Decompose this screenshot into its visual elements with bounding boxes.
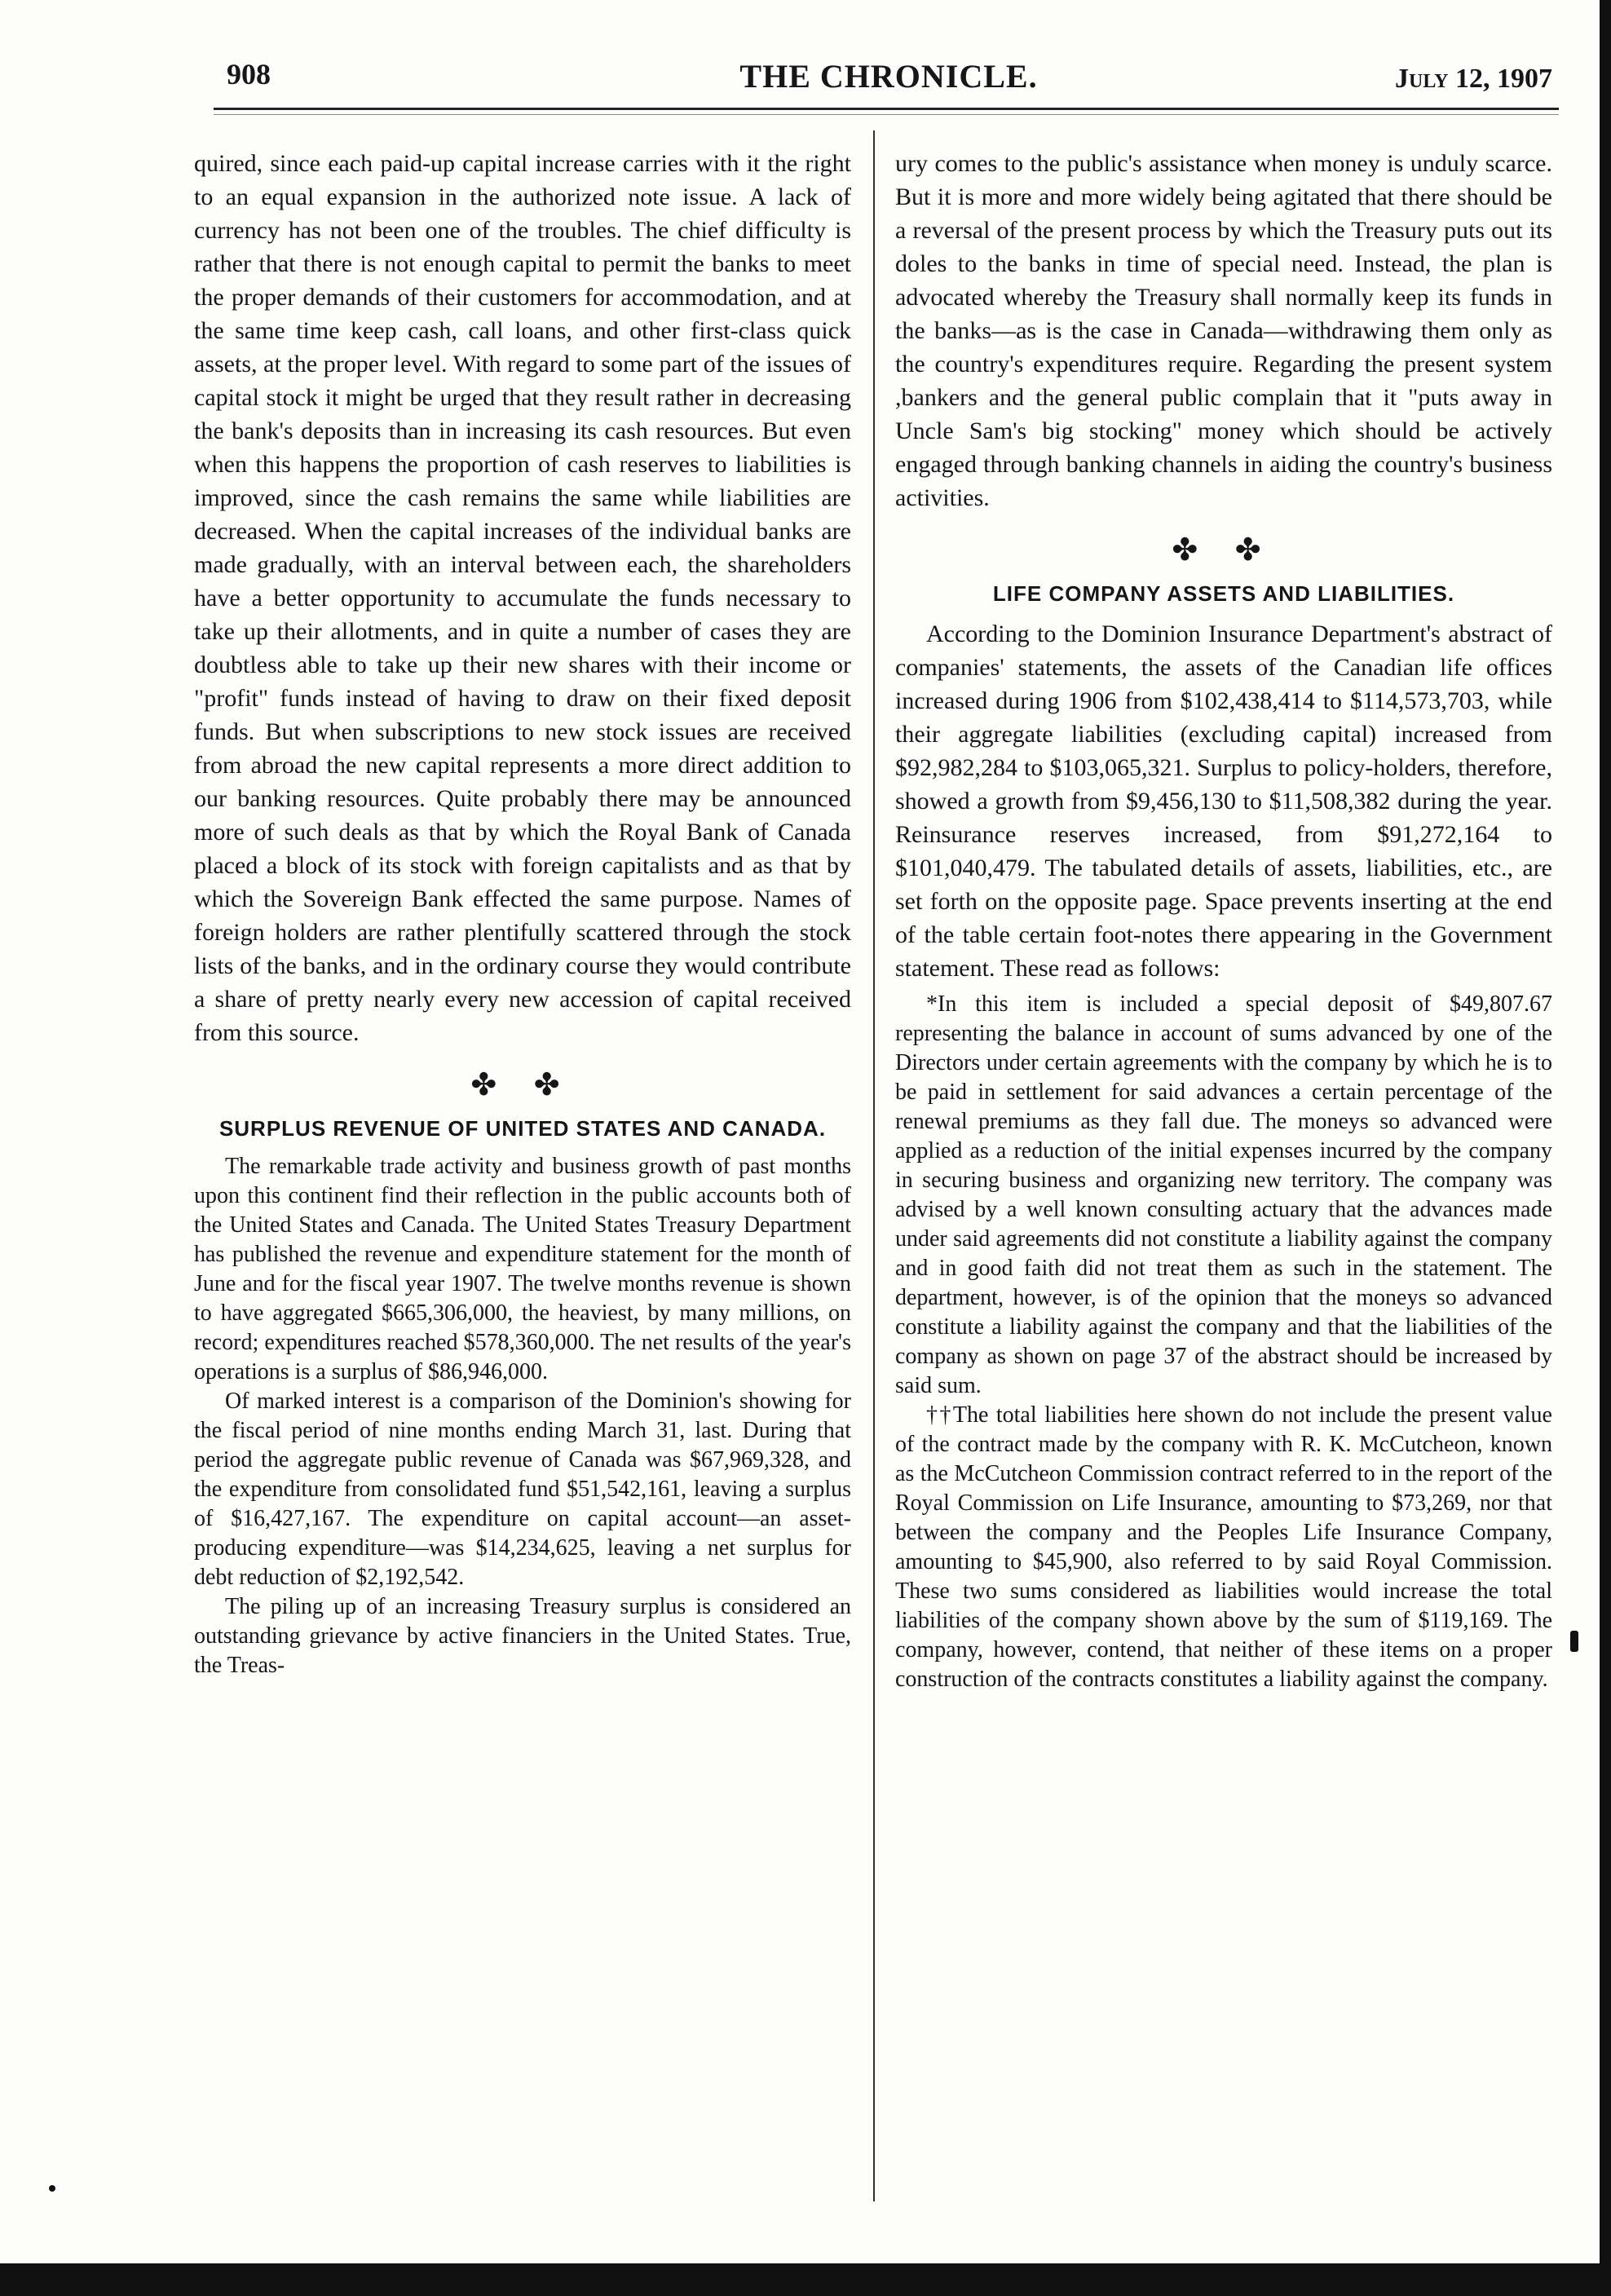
section-ornament: ✤ ✤ (1172, 533, 1276, 567)
scan-border-right (1600, 0, 1611, 2296)
section-ornament: ✤ ✤ (470, 1068, 575, 1102)
scan-speck (1570, 1631, 1578, 1652)
article-paragraph: The remarkable trade activity and business growth of past months upon this continent find their reflection in the public accounts both of the United States and Canada. The United States Treasury Department has published the revenue and expenditure statement for the month of June and for the fiscal year 1907. The twelve months revenue is shown to have aggregated $665,306,000, the heaviest, by many millions, on record; expenditures reached $578,360,000. The net results of the year's operations is a surplus of $86,946,000. (194, 1154, 851, 1384)
page-number: 908 (227, 58, 271, 91)
scan-speck (49, 2185, 55, 2192)
section-title-life-company: LIFE COMPANY ASSETS AND LIABILITIES. (992, 581, 1455, 606)
header-rule (214, 108, 1559, 110)
scan-border-bottom (0, 2263, 1611, 2296)
footnote-paragraph: *In this item is included a special deposit of $49,807.67 representing the balance in account of sums advanced by one of the Directors under certain agreements with the company by which he is to be paid in settlement for said advances a certain percentage of the renewal premiums as they fall due. The moneys so advanced were applied as a reduction of the initial expenses incurred by the company in securing business and organizing new territory. The company was advised by a well known consulting actuary that the advances made under said agreements did not constitute a liability against the company and in good faith did not treat them as such in the statement. The department, however, is of the opinion that the moneys so advanced constitute a liability against the company and that the liabilities of the company as shown on page 37 of the abstract should be increased by said sum. (895, 991, 1552, 1398)
footnote-paragraph: ††The total liabilities here shown do not include the present value of the contract made by the company with R. K. McCutcheon, known as the McCutcheon Commission contract referred to in the report of the Royal Commission on Life Insurance, amounting to $73,269, nor that between the company and the Peoples Life Insurance Company, amounting to $45,900, also referred to by said Royal Commission. These two sums considered as liabilities would increase the total liabilities of the company shown above by the sum of $119,169. The company, however, contend, that neither of these items on a proper construction of the contracts constitutes a liability against the company. (895, 1402, 1552, 1692)
left-continuation-paragraph: quired, since each paid-up capital increase carries with it the right to an equal expansion in the authorized note issue. A lack of currency has not been one of the troubles. The chief difficulty is rather that there is not enough capital to permit the banks to meet the proper demands of their customers for accommodation, and at the same time keep cash, call loans, and other first-class quick assets, at the proper level. With regard to some part of the issues of capital stock it might be urged that they result rather in decreasing the bank's deposits than in increasing its cash resources. But even when this happens the proportion of cash reserves to liabilities is improved, since the cash remains the same while liabilities are decreased. When the capital increases of the individual banks are made gradually, with an interval between each, the shareholders have a better opportunity to accumulate the funds necessary to take up their allotments, and in quite a number of cases they are doubtless able to take up their new shares with their income or "profit" funds instead of having to draw on their fixed deposit funds. But when subscriptions to new stock issues are received from abroad the new capital represents a more direct addition to our banking resources. Quite probably there may be announced more of such deals as that by which the Royal Bank of Canada placed a block of its stock with foreign capitalists and as that by which the Sovereign Bank effected the same purpose. Names of foreign holders are rather plentifully scattered through the stock lists of the banks, and in the ordinary course they would contribute a share of pretty nearly every new accession of capital received from this source. (194, 150, 851, 1046)
section-title-surplus-revenue: SURPLUS REVENUE OF UNITED STATES AND CANADA. (218, 1116, 827, 1141)
page-header (220, 57, 1557, 106)
publication-title: THE CHRONICLE. (739, 58, 1038, 95)
right-column (895, 147, 1552, 1694)
column-divider (873, 130, 875, 2201)
left-column (194, 147, 851, 1680)
article-paragraph: Of marked interest is a comparison of the Dominion's showing for the fiscal period of nine months ending March 31, last. During that period the aggregate public revenue of Canada was $67,969,328, and the expenditure from consolidated fund $51,542,161, leaving a surplus of $16,427,167. The expenditure on capital account—an asset-producing expenditure—was $14,234,625, leaving a net surplus for debt reduction of $2,192,542. (194, 1389, 851, 1590)
header-rule-thin (214, 114, 1559, 115)
article-paragraph: According to the Dominion Insurance Department's abstract of companies' statements, the assets of the Canadian life offices increased during 1906 from $102,438,414 to $114,573,703, while their aggregate liabilities (excluding capital) increased from $92,982,284 to $103,065,321. Surplus to policy-holders, therefore, showed a growth from $9,456,130 to $11,508,382 during the year. Reinsurance reserves increased, from $91,272,164 to $101,040,479. The tabulated details of assets, liabilities, etc., are set forth on the opposite page. Space prevents inserting at the end of the table certain foot-notes there appearing in the Government statement. These read as follows: (895, 620, 1552, 982)
article-paragraph: The piling up of an increasing Treasury surplus is considered an outstanding grievance by active financiers in the United States. True, the Treas- (194, 1594, 851, 1678)
issue-date: July 12, 1907 (1395, 64, 1552, 94)
right-continuation-paragraph: ury comes to the public's assistance when money is unduly scarce. But it is more and more widely being agitated that there should be a reversal of the present process by which the Treasury puts out its doles to the banks in time of special need. Instead, the plan is advocated whereby the Treasury shall normally keep its funds in the banks—as is the case in Canada—withdrawing them only as the country's expenditures require. Regarding the present system ,bankers and the general public complain that it "puts away in Uncle Sam's big stocking" money which should be actively engaged through banking channels in aiding the country's business activities. (895, 150, 1552, 511)
